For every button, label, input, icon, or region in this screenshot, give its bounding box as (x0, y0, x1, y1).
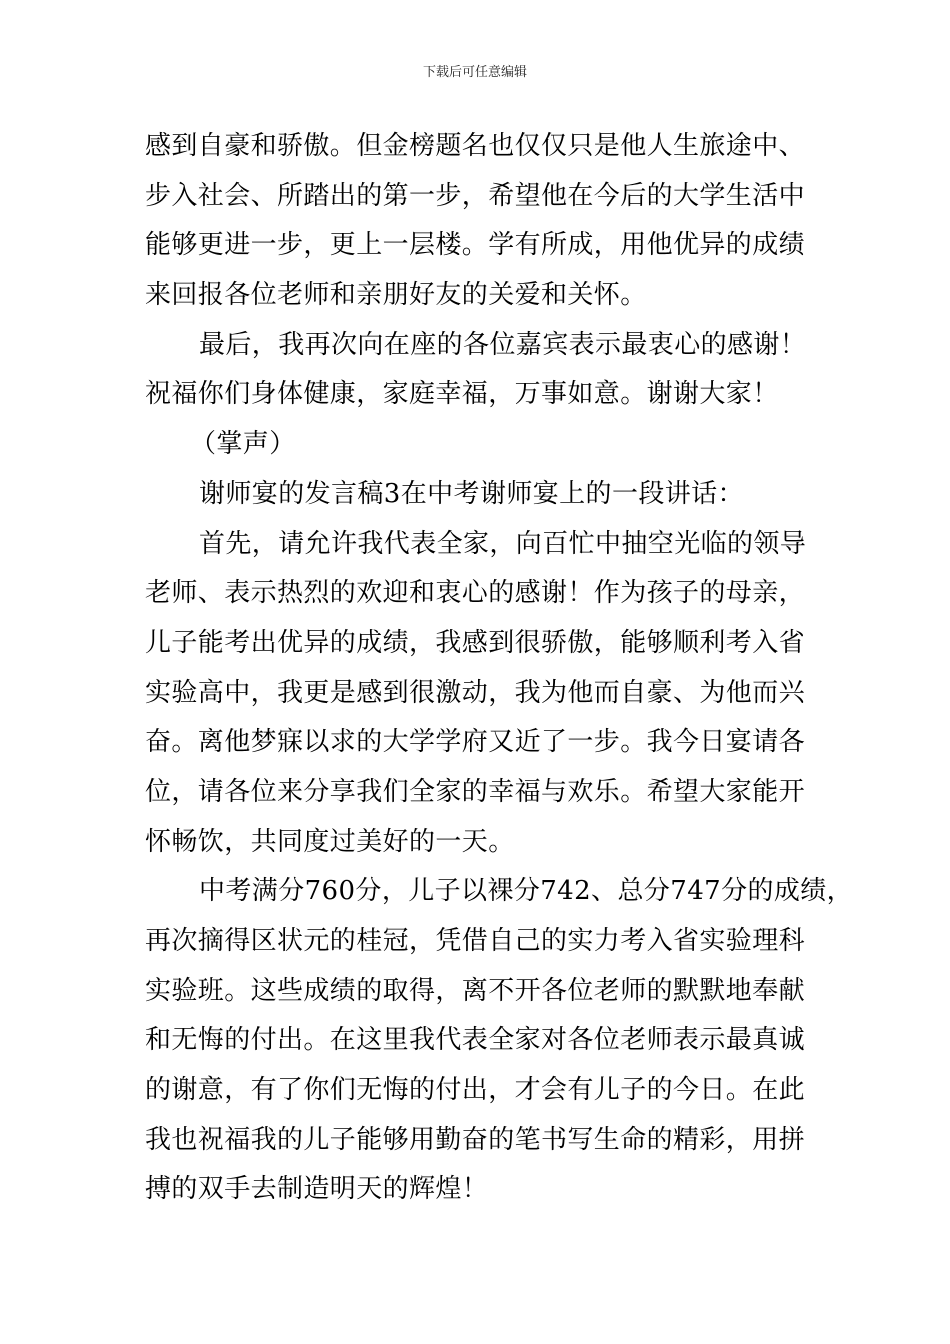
text-line: 搏的双手去制造明天的辉煌！ (145, 1174, 489, 1205)
text-line: 实验班。这些成绩的取得，离不开各位老师的默默地奉献 (145, 975, 806, 1006)
text-line: 的谢意，有了你们无悔的付出，才会有儿子的今日。在此 (145, 1075, 806, 1106)
text-line: 位，请各位来分享我们全家的幸福与欢乐。希望大家能开 (145, 776, 806, 807)
text-line: 最后，我再次向在座的各位嘉宾表示最衷心的感谢！ (199, 329, 807, 360)
text-line: 奋。离他梦寐以求的大学学府又近了一步。我今日宴请各 (145, 727, 806, 758)
document-body (145, 122, 854, 1215)
text-line: 来回报各位老师和亲朋好友的关爱和关怀。 (145, 280, 647, 311)
page-header: 下载后可任意编辑 (422, 65, 527, 80)
text-line: 步入社会、所踏出的第一步，希望他在今后的大学生活中 (145, 180, 806, 211)
text-line: 首先，请允许我代表全家，向百忙中抽空光临的领导 (199, 528, 807, 559)
text-line: 中考满分760分，儿子以裸分742、总分747分的成绩， (199, 876, 854, 907)
text-line: 感到自豪和骄傲。但金榜题名也仅仅只是他人生旅途中、 (145, 131, 806, 161)
text-line: 老师、表示热烈的欢迎和衷心的感谢！作为孩子的母亲， (145, 578, 806, 609)
text-line: 再次摘得区状元的桂冠，凭借自己的实力考入省实验理科 (145, 926, 806, 956)
text-line: 和无悔的付出。在这里我代表全家对各位老师表示最真诚 (145, 1025, 806, 1056)
text-line: 实验高中，我更是感到很激动，我为他而自豪、为他而兴 (145, 677, 806, 708)
text-line: 儿子能考出优异的成绩，我感到很骄傲，能够顺利考入省 (145, 627, 806, 658)
text-line: 我也祝福我的儿子能够用勤奋的笔书写生命的精彩，用拼 (145, 1124, 806, 1155)
text-line: （掌声） (190, 429, 296, 460)
text-line: 能够更进一步，更上一层楼。学有所成，用他优异的成绩 (145, 230, 806, 261)
section-heading: 谢师宴的发言稿3在中考谢师宴上的一段讲话： (199, 478, 744, 509)
text-line: 怀畅饮，共同度过美好的一天。 (145, 826, 515, 857)
text-line: 祝福你们身体健康，家庭幸福，万事如意。谢谢大家！ (145, 379, 779, 410)
